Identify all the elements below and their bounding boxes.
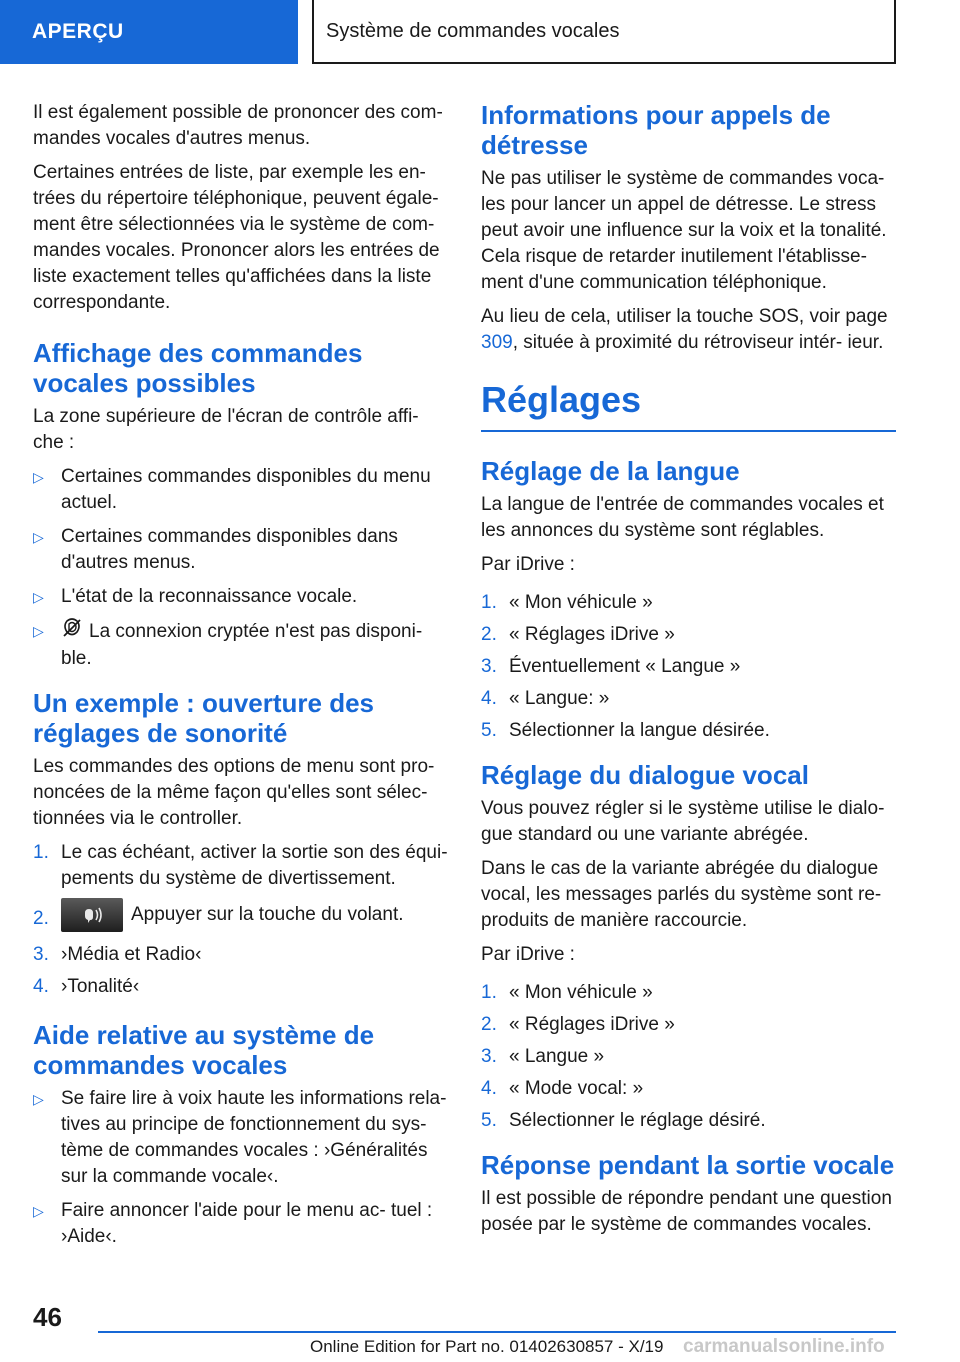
list-item <box>33 1086 448 1190</box>
footer-divider <box>98 1331 896 1333</box>
list-number: 5. <box>481 720 497 741</box>
list-number: 3. <box>481 656 497 677</box>
bullet-list <box>33 1086 448 1250</box>
list-item-text: Le cas échéant, activer la sortie son des équi‐ pements du système de divertissement. <box>61 842 448 889</box>
list-item <box>481 622 896 648</box>
list-item-text: Éventuellement « Langue » <box>509 656 741 677</box>
list-item-text: « Réglages iDrive » <box>509 624 675 645</box>
edition-footer: Online Edition for Part no. 01402630857 - X/19 <box>310 1337 664 1356</box>
list-item-text: Appuyer sur la touche du volant. <box>131 904 404 926</box>
list-item-text: La connexion cryptée n'est pas disponi‐ ble. <box>61 621 423 669</box>
list-item <box>481 1076 896 1102</box>
paragraph: Dans le cas de la variante abrégée du dialogue vocal, les messages parlés du système sont re‐ produits de manière raccourcie. <box>481 858 882 931</box>
list-item <box>33 974 448 1000</box>
bullet-list <box>33 464 448 672</box>
paragraph <box>481 304 896 356</box>
voice-command-button-icon <box>61 898 123 932</box>
section-tab: APERÇU <box>0 0 298 64</box>
paragraph: Par iDrive : <box>481 944 575 965</box>
watermark: carmanualsonline.info <box>683 1336 885 1357</box>
list-item-text: Faire annoncer l'aide pour le menu ac‐ tuel : ›Aide‹. <box>61 1200 433 1247</box>
list-item <box>481 654 896 680</box>
list-number: 4. <box>481 1078 497 1099</box>
list-number: 1. <box>33 842 49 863</box>
right-column <box>481 100 896 1246</box>
section-heading: Affichage des commandes vocales possibles <box>33 338 363 398</box>
list-item-text: « Réglages iDrive » <box>509 1014 675 1035</box>
list-item-text: Sélectionner la langue désirée. <box>509 720 770 741</box>
paragraph: La langue de l'entrée de commandes vocales et les annonces du système sont réglables. <box>481 494 884 541</box>
list-number: 4. <box>481 688 497 709</box>
paragraph: Il est possible de répondre pendant une question posée par le système de commandes vocales. <box>481 1188 892 1235</box>
list-item-text: Se faire lire à voix haute les informations rela‐ tives au principe de fonctionnement du sys‐ tème de commandes vocales : ›Généralités sur la commande vocale‹. <box>61 1088 447 1187</box>
numbered-list <box>33 840 448 1000</box>
left-column <box>33 100 448 1260</box>
list-item <box>33 524 448 576</box>
list-number: 4. <box>33 976 49 997</box>
list-item-text: ›Média et Radio‹ <box>61 944 202 965</box>
list-item-text: « Langue: » <box>509 688 610 709</box>
list-item <box>33 1198 448 1250</box>
list-item <box>33 840 448 892</box>
paragraph: Certaines entrées de liste, par exemple les en‐ trées du répertoire téléphonique, peuvent égale‐ ment être sélectionnées via le système de com‐ mandes vocales. Prononcer alors les entrées de liste exactement telles qu'affichées dans la liste correspondante. <box>33 162 440 313</box>
numbered-list <box>481 590 896 744</box>
list-item <box>481 590 896 616</box>
list-item-text: L'état de la reconnaissance vocale. <box>61 586 358 607</box>
list-item <box>33 942 448 968</box>
chapter-heading: Réglages <box>481 378 896 432</box>
paragraph: Les commandes des options de menu sont pro‐ noncées de la même façon qu'elles sont sélec‐ tionnées via le controller. <box>33 756 435 829</box>
section-heading: Réglage du dialogue vocal <box>481 760 809 790</box>
list-item <box>33 584 448 610</box>
list-item <box>33 618 448 672</box>
paragraph: Ne pas utiliser le système de commandes voca‐ les pour lancer un appel de détresse. Le stress peut avoir une influence sur la voix et la tonalité. Cela risque de retarder inutilement l'établisse‐ ment d'une communication téléphonique. <box>481 168 887 293</box>
list-number: 5. <box>481 1110 497 1131</box>
paragraph: La zone supérieure de l'écran de contrôle affi‐ che : <box>33 406 419 453</box>
page-reference-link[interactable]: 309 <box>481 332 513 353</box>
list-item-text: Certaines commandes disponibles dans d'autres menus. <box>61 526 398 573</box>
triangle-right-icon: ▷ <box>33 529 44 545</box>
list-item-text: « Mon véhicule » <box>509 592 653 613</box>
list-item <box>481 1012 896 1038</box>
paragraph-text: Au lieu de cela, utiliser la touche SOS, voir page <box>481 306 888 327</box>
list-number: 3. <box>33 944 49 965</box>
list-number: 2. <box>33 908 49 929</box>
list-item <box>33 464 448 516</box>
triangle-right-icon: ▷ <box>33 623 44 639</box>
list-item <box>481 686 896 712</box>
list-item-text: Certaines commandes disponibles du menu actuel. <box>61 466 431 513</box>
list-item-text: ›Tonalité‹ <box>61 976 140 997</box>
triangle-right-icon: ▷ <box>33 589 44 605</box>
list-number: 1. <box>481 592 497 613</box>
triangle-right-icon: ▷ <box>33 1091 44 1107</box>
list-number: 1. <box>481 982 497 1003</box>
list-item <box>33 898 448 932</box>
triangle-right-icon: ▷ <box>33 469 44 485</box>
list-item <box>481 718 896 744</box>
list-item <box>481 1044 896 1070</box>
list-number: 2. <box>481 1014 497 1035</box>
section-heading: Aide relative au système de commandes vocales <box>33 1020 375 1080</box>
paragraph: Par iDrive : <box>481 554 575 575</box>
section-heading: Informations pour appels de détresse <box>481 100 831 160</box>
list-item-text: Sélectionner le réglage désiré. <box>509 1110 766 1131</box>
list-item-text: « Mon véhicule » <box>509 982 653 1003</box>
paragraph-text: , située à proximité du rétroviseur intér‐ ieur. <box>512 332 884 353</box>
page-header-title: Système de commandes vocales <box>312 0 896 64</box>
no-encryption-icon <box>61 618 83 646</box>
paragraph: Vous pouvez régler si le système utilise le dialo‐ gue standard ou une variante abrégée. <box>481 798 885 845</box>
section-heading: Réglage de la langue <box>481 456 740 486</box>
section-heading: Un exemple : ouverture des réglages de sonorité <box>33 688 374 748</box>
list-number: 3. <box>481 1046 497 1067</box>
section-heading: Réponse pendant la sortie vocale <box>481 1150 895 1180</box>
triangle-right-icon: ▷ <box>33 1203 44 1219</box>
numbered-list <box>481 980 896 1134</box>
list-number: 2. <box>481 624 497 645</box>
list-item-text: « Mode vocal: » <box>509 1078 644 1099</box>
list-item-text: « Langue » <box>509 1046 605 1067</box>
list-item <box>481 1108 896 1134</box>
page-number: 46 <box>33 1302 62 1332</box>
paragraph: Il est également possible de prononcer des com‐ mandes vocales d'autres menus. <box>33 102 443 149</box>
list-item <box>481 980 896 1006</box>
